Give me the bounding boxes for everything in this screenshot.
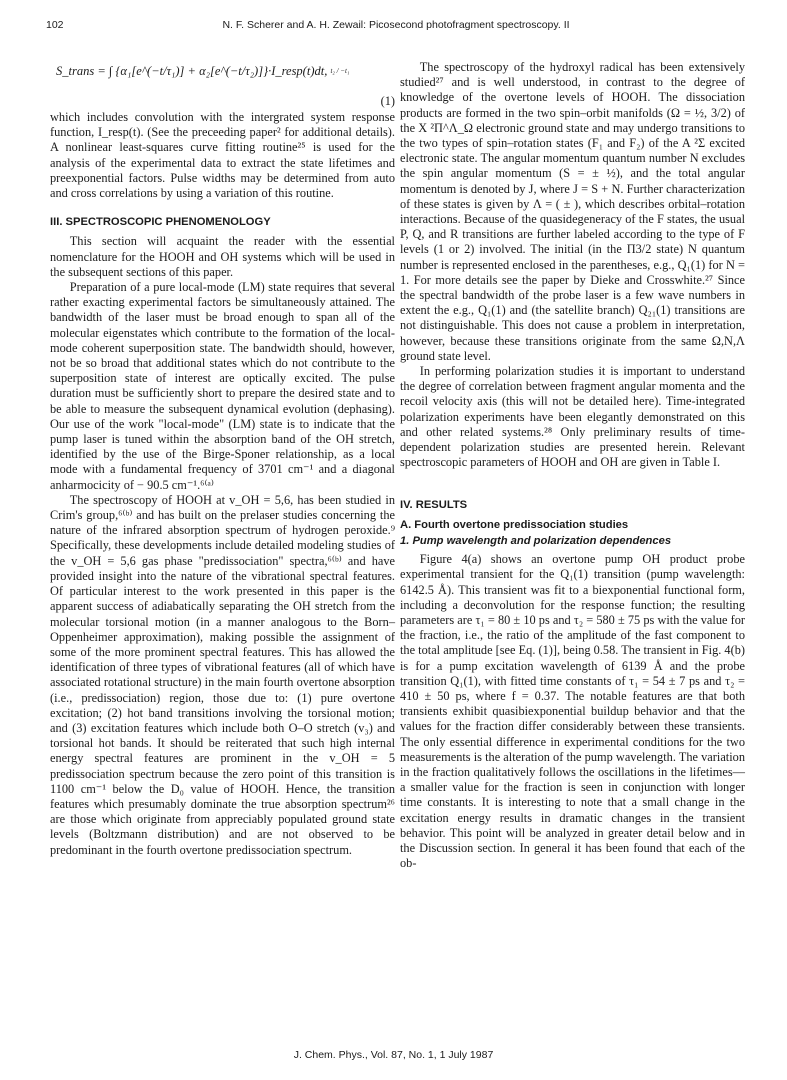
paragraph: In performing polarization studies it is important to understand the degree of correlation between fragment angular momenta and the recoil velocity axis (this will not be detailed here). Time-integrated polarization experiments have been elegantly demonstrated on this and other related systems.²⁸ Only preliminary results of time-dependent polarization studies are presented herein. Relevant spectroscopic parameters of HOOH and OH are given in Table I. [400, 364, 745, 470]
equation-1 [50, 60, 395, 110]
page-header [46, 19, 746, 35]
subsubsection-heading: 1. Pump wavelength and polarization dependences [400, 534, 672, 547]
paragraph: which includes convolution with the intergrated system response function, I_resp(t). (See the preceeding paper² for additional details). A nonlinear least-squares curve fitting routine²⁵ is used for the analysis of the experimental data to extract the state lifetimes and preexponential factors. Pulse widths may be determined from auto and cross correlations by using a variation of this routine. [50, 110, 395, 201]
running-head: N. F. Scherer and A. H. Zewail: Picosecond photofragment spectroscopy. II [222, 19, 570, 31]
section-heading: IV. RESULTS [400, 499, 468, 512]
paragraph: This section will acquaint the reader with the essential nomenclature for the HOOH and OH systems which will be used in the subsequent sections of this paper. [50, 234, 395, 279]
equation-limits: t₂ / −t₁ [330, 67, 350, 75]
journal-footer: J. Chem. Phys., Vol. 87, No. 1, 1 July 1987 [293, 1049, 494, 1061]
paragraph: Figure 4(a) shows an overtone pump OH product probe experimental transient for the Q₁(1) transition (pump wavelength: 6142.5 Å). This transient was fit to a biexponential functional form, including a deconvolution for the response function; the resulting parameters are τ₁ = 80 ± 10 ps and τ₂ = 580 ± 75 ps with the value for the fraction, i.e., the ratio of the amplitude of the fast component to the total amplitude [see Eq. (1)], being 0.58. The transient in Fig. 4(b) is for a pump excitation wavelength of 6139 Å and the probe transition Q₁(1), with fitted time constants of τ₁ = 54 ± 7 ps and τ₂ = 410 ± 50 ps, where f = 0.37. The notable features are that both transients exhibit quasibiexponential buildup behavior and that the values for the fraction differ considerably between these transients. The only essential difference in experimental conditions for the two measurements is the alteration of the pump wavelength. The variation in the fraction qualitatively follows the oscillations in the lifetimes—a smaller value for the fraction is seen in conjunction with longer time constants. It is interesting to note that a small change in the excitation energy results in dramatic changes in the transient behavior. This point will be analyzed in greater detail below and in the Discussion section. In general it has been found that each of the ob- [400, 552, 745, 871]
left-column [50, 60, 395, 858]
page-number: 102 [46, 19, 64, 31]
right-column [400, 60, 745, 871]
paragraph: Preparation of a pure local-mode (LM) state requires that several rather exacting experimental factors be simultaneously attained. The bandwidth of the laser must be broad enough to span all of the molecular eigenstates which contribute to the formation of the local-mode coherent superposition state. The bandwidth should, however, not be so broad that additional states which do not contribute to the superposition state of interest are optically excited. The pulse duration must be sufficiently short to prepare the desired state and to be able to measure the subsequent dynamical evolution (dephasing). Our use of the work "local-mode" (LM) state is to indicate that the pump laser is tuned within the absorption band of the OH stretch, identified by the use of the Birge-Sponer relationship, as a local mode with a fundamental frequency of 3701 cm⁻¹ and a diagonal anharmocicity of − 90.5 cm⁻¹.⁶⁽ᵃ⁾ [50, 280, 395, 492]
paragraph: The spectroscopy of HOOH at v_OH = 5,6, has been studied in Crim's group,⁶⁽ᵇ⁾ and has built on the prelaser studies concerning the nature of the infrared absorption spectrum of hydrogen peroxide.⁹ Specifically, these developments include detailed modeling studies of the v_OH = 5,6 gas phase "predissociation" spectra,⁶⁽ᵇ⁾ and have provided insight into the nature of the vibrational spectral features. Of particular interest to the work presented in this paper is the apparent success of adiabatically separating the OH stretch from the molecular torsional motion (in a manner analogous to the Born–Oppenheimer approximation), making possible the assignment of some of the more prominent spectral features. This has allowed the identification of three types of vibrational features (all of which have associated rotational structure) in the main fourth overtone absorption (i.e., predissociation) region, those due to: (1) pure overtone excitation; (2) hot band transitions involving the torsional motion; and (3) excitation features which include both O–O stretch (v₃) and torsional hot bands. It should be reiterated that such high internal energy spectral features are prominent in the v_OH = 5 predissociation spectrum because the zero point of this transition is 1100 cm⁻¹ below the D₀ value of HOOH. Hence, the transition features which presumably dominate the true absorption spectrum²⁶ are those which originate from appreciably populated ground state levels (Boltzmann distribution) and are not observed to be predominant in the fourth overtone predissociation spectrum. [50, 492, 395, 857]
section-heading: III. SPECTROSCOPIC PHENOMENOLOGY [50, 216, 271, 229]
paragraph: The spectroscopy of the hydroxyl radical has been extensively studied²⁷ and is well understood, in contrast to the degree of knowledge of the overtone levels of HOOH. The dissociation products are formed in the two spin–orbit manifolds (Ω = ½, 3/2) of the X ²Π^Λ_Ω electronic ground state and may undergo transitions to the two types of spin–rotation states (F₁ and F₂) of the A ²Σ excited electronic state. The angular momentum quantum number N excludes the spin angular momentum (S = ± ½), and the total angular momentum is denoted by J, where J = S + N. Further characterization of these states is given by Λ = ( ± ), which describes orbital–rotation interactions. Because of the quasidegeneracy of the F states, the usual P, Q, and R transitions are further labeled according to the type of F levels (1 or 2) involved. The initial (in the Π3/2 state) N quantum number is represented enclosed in the parentheses, e.g., Q₁(1) for N = 1. For more details see the paper by Dieke and Crosswhite.²⁷ Since the spectral bandwidth of the probe laser is a few wave numbers in extent the e.g., Q₁(1) and (the satellite branch) Q₂₁(1) transitions are not distinguishable. This does not cause a problem in interpretation, however, because these transitions originate from the same Ω,N,Λ ground state level. [400, 60, 745, 363]
equation-number: (1) [380, 94, 395, 108]
equation-body [56, 64, 351, 79]
equation-text: S_trans = ∫ {α₁[e^(−t/τ₁)] + α₂[e^(−t/τ₂)]}·I_resp(t)dt, [56, 64, 328, 78]
subsection-heading: A. Fourth overtone predissociation studies [400, 518, 629, 531]
